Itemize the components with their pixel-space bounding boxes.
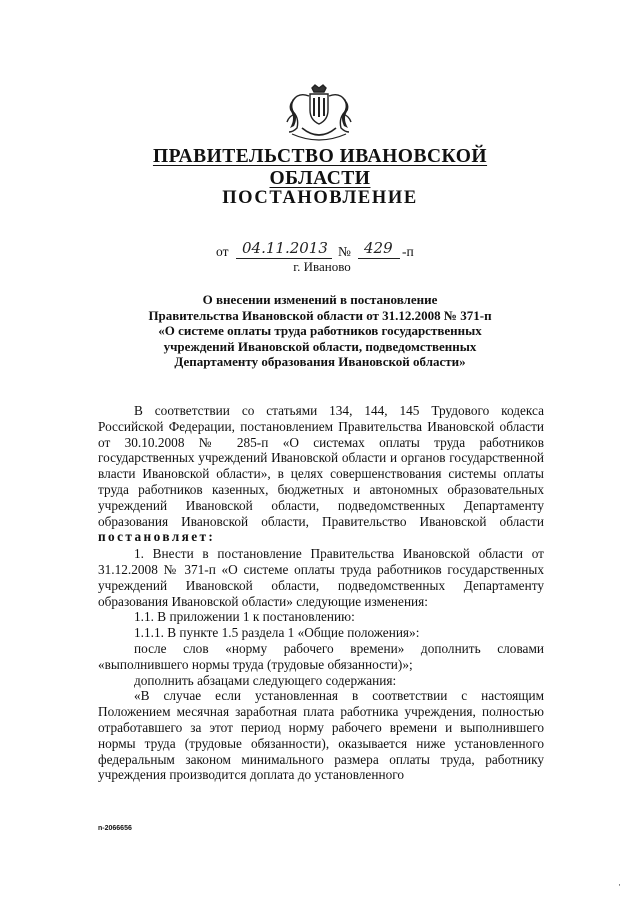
paragraph-1-1: 1.1. В приложении 1 к постановлению: <box>134 609 355 625</box>
city-label: г. Иваново <box>293 259 351 274</box>
amendment-add: дополнить абзацами следующего содержания: <box>134 672 397 688</box>
subject-line: О внесении изменений в постановление <box>202 292 438 307</box>
government-title: ПРАВИТЕЛЬСТВО ИВАНОВСКОЙ ОБЛАСТИ <box>152 146 488 189</box>
coat-of-arms-icon <box>282 84 356 144</box>
subject-line: Департаменту образования Ивановской области» <box>174 354 466 370</box>
handwritten-number: 429 <box>364 239 393 257</box>
amendment-text: «В случае если установленная в соответствии с настоящим Положением месячная заработная плата работника учреждения, полностью отработавшего за этот период норму рабочего времени и выполнившего нормы труда (трудовые обязанности), оказывается ниже установленного федеральным законом минимального размера оплаты труда, работнику учреждения производится доплата до установленного <box>98 688 544 783</box>
paragraph-1-1-1: 1.1.1. В пункте 1.5 раздела 1 «Общие положения»: <box>134 625 420 641</box>
from-label: от <box>216 244 229 259</box>
subject-line: «О системе оплаты труда работников государственных <box>158 323 482 339</box>
number-underline <box>358 258 400 259</box>
number-suffix: -п <box>402 244 414 259</box>
document-subject <box>118 292 522 370</box>
document-body <box>98 403 544 783</box>
amendment-words: после слов «норму рабочего времени» дополнить словами «выполнившего нормы труда (трудовые обязанности)»; <box>98 640 544 672</box>
number-label: № <box>338 244 351 259</box>
resolves-word: постановляет: <box>98 529 216 545</box>
intro-paragraph <box>98 403 544 545</box>
paragraph-1: 1. Внести в постановление Правительства Ивановской области от 31.12.2008 № 371-п «О системе оплаты труда работников государственных учреждений Ивановской области, подведомственных Департаменту образования Ивановской области» следующие изменения: <box>98 546 544 609</box>
document-code: n-2066656 <box>98 825 132 832</box>
intro-text: В соответствии со статьями 134, 144, 145 Трудового кодекса Российской Федерации, постановлением Правительства Ивановской области от 30.10.2008 № 285-п «О системах оплаты труда работников государственных учреждений Ивановской области и органов государственной власти Ивановской области», в целях совершенствования системы оплаты труда работников казенных, бюджетных и автономных образовательных учреждений Ивановской области, подведомственных Департаменту образования Ивановской области, Правительство Ивановской области <box>98 403 544 529</box>
handwritten-date: 04.11.2013 <box>242 239 328 257</box>
subject-line: Правительства Ивановской области от 31.12.2008 № 371-п <box>148 307 492 323</box>
corner-mark: · <box>618 880 621 890</box>
document-type: ПОСТАНОВЛЕНИЕ <box>222 188 418 208</box>
subject-line: учреждений Ивановской области, подведомственных <box>163 338 477 354</box>
